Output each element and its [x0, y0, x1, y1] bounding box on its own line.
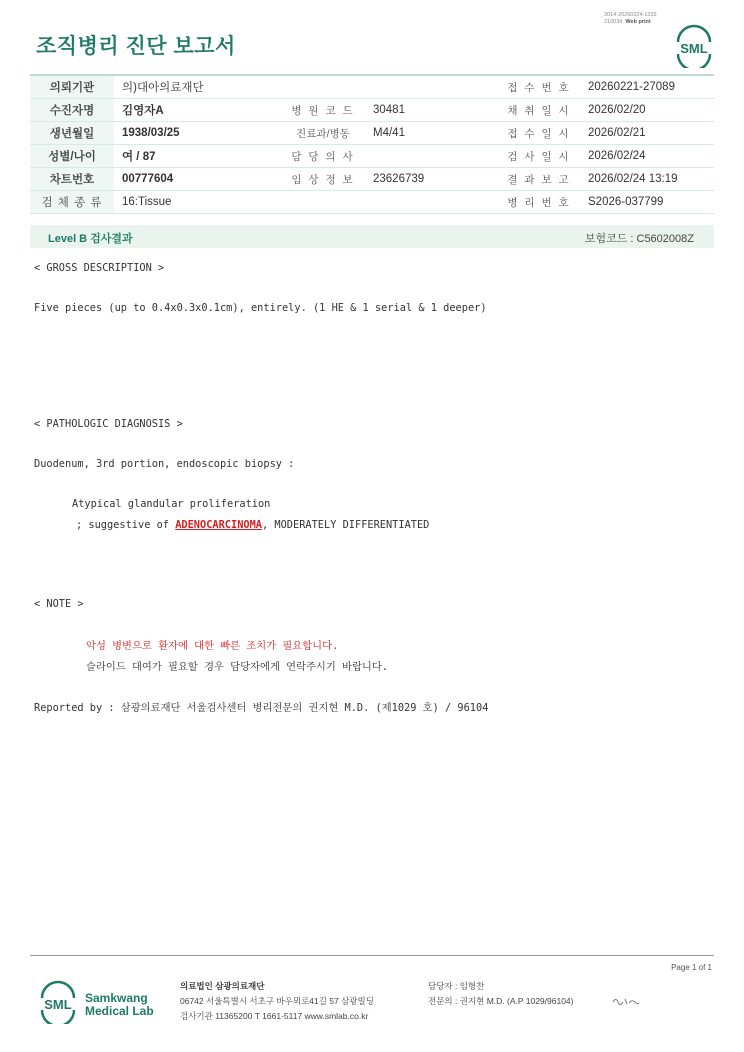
- value-result-report: 2026/02/24 13:19: [580, 168, 714, 191]
- manager-name: 담당자 : 임형찬: [428, 981, 485, 991]
- label-birth-date: 생년월일: [30, 122, 114, 145]
- info-row: [30, 191, 714, 214]
- label-result-report: 결 과 보 고: [498, 168, 580, 191]
- footer-org-info: [180, 979, 374, 1024]
- pathologic-diagnosis-header: < PATHOLOGIC DIAGNOSIS >: [34, 418, 183, 430]
- value-chart-number: 00777604: [114, 168, 281, 191]
- value-pathology-number: S2026-037799: [580, 191, 714, 214]
- footer-staff-info: [428, 979, 574, 1009]
- org-address: 06742 서울특별시 서초구 바우뫼로41길 57 삼광빌딩: [180, 996, 374, 1006]
- info-row: [30, 122, 714, 145]
- sml-logo-icon: [672, 24, 716, 68]
- diagnosis-site: Duodenum, 3rd portion, endoscopic biopsy :: [34, 458, 295, 470]
- label-test-date: 검 사 일 시: [498, 145, 580, 168]
- label-collection-date: 채 취 일 시: [498, 99, 580, 122]
- specialist-name: 전문의 : 권지현 M.D. (A.P 1029/96104): [428, 996, 574, 1006]
- page-number: Page 1 of 1: [671, 963, 712, 972]
- info-row: [30, 75, 714, 99]
- patient-info-table: [30, 74, 714, 214]
- sml-logo-icon: [36, 980, 80, 1024]
- info-row: [30, 145, 714, 168]
- value-birth-date: 1938/03/25: [114, 122, 281, 145]
- value-hospital-code: 30481: [365, 99, 498, 122]
- info-row: [30, 99, 714, 122]
- label-specimen-type: 검 체 종 류: [30, 191, 114, 214]
- label-pathology-number: 병 리 번 호: [498, 191, 580, 214]
- reported-by: Reported by : 삼광의료재단 서울검사센터 병리전문의 권지현 M.D. (제1029 호) / 96104: [34, 702, 489, 714]
- svg-text:SML: SML: [44, 997, 72, 1012]
- label-patient-name: 수진자명: [30, 99, 114, 122]
- value-test-date: 2026/02/24: [580, 145, 714, 168]
- value-receipt-number: 20260221-27089: [580, 75, 714, 99]
- label-clinical-info: 임 상 정 보: [281, 168, 365, 191]
- label-receipt-number: 접 수 번 호: [498, 75, 580, 99]
- value-receipt-date: 2026/02/21: [580, 122, 714, 145]
- value-doctor: [365, 145, 498, 168]
- diagnosis-term: ADENOCARCINOMA: [175, 519, 262, 531]
- gross-description-header: < GROSS DESCRIPTION >: [34, 262, 165, 274]
- value-department: M4/41: [365, 122, 498, 145]
- insurance-code: 보험코드 : C5602008Z: [584, 233, 694, 245]
- note-alert: 악성 병변으로 환자에 대한 빠른 조치가 필요합니다.: [86, 640, 339, 652]
- value-clinical-info: 23626739: [365, 168, 498, 191]
- value-specimen-type: 16:Tissue: [114, 191, 498, 214]
- diagnosis-suggestion: ; suggestive of ADENOCARCINOMA, MODERATELY DIFFERENTIATED: [76, 519, 430, 531]
- label-receipt-date: 접 수 일 시: [498, 122, 580, 145]
- info-row: [30, 168, 714, 191]
- org-contact: 검사기관 11365200 T 1661-5117 www.smlab.co.kr: [180, 1011, 369, 1021]
- signature-icon: [611, 995, 641, 1007]
- note-slide-rental: 슬라이드 대여가 필요할 경우 담당자에게 연락주시기 바랍니다.: [86, 661, 389, 673]
- note-header: < NOTE >: [34, 598, 84, 610]
- value-requesting-org: 의)대아의료재단: [114, 75, 498, 99]
- level-result-bar: [30, 225, 714, 248]
- label-requesting-org: 의뢰기관: [30, 75, 114, 99]
- print-code: 3014-20260224-1333 210034 Web print: [604, 12, 657, 25]
- value-sex-age: 여 / 87: [114, 145, 281, 168]
- label-department: 진료과/병동: [281, 122, 365, 145]
- footer-divider: [30, 955, 714, 956]
- org-name: 의료법인 삼광의료재단: [180, 981, 265, 991]
- diagnosis-line: Atypical glandular proliferation: [72, 498, 271, 510]
- report-title: 조직병리 진단 보고서: [36, 35, 236, 58]
- label-chart-number: 차트번호: [30, 168, 114, 191]
- value-collection-date: 2026/02/20: [580, 99, 714, 122]
- level-label: Level B 검사결과: [48, 233, 133, 245]
- label-hospital-code: 병 원 코 드: [281, 99, 365, 122]
- gross-description-text: Five pieces (up to 0.4x0.3x0.1cm), entirely. (1 HE & 1 serial & 1 deeper): [34, 302, 487, 314]
- label-doctor: 담 당 의 사: [281, 145, 365, 168]
- svg-text:SML: SML: [680, 41, 708, 56]
- label-sex-age: 성별/나이: [30, 145, 114, 168]
- brand-name: Samkwang Medical Lab: [85, 991, 154, 1018]
- value-patient-name: 김영자A: [114, 99, 281, 122]
